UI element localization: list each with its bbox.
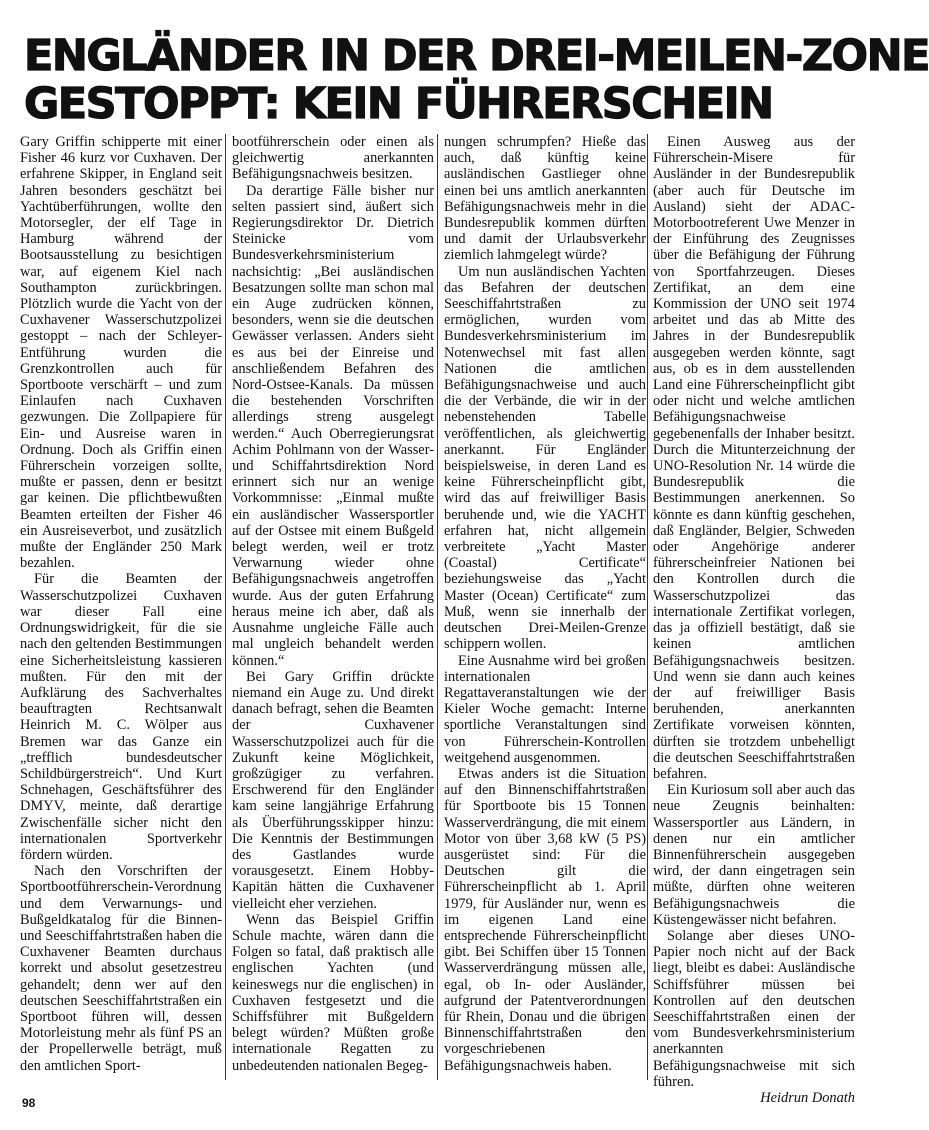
paragraph: Einen Ausweg aus der Führerschein-Misere für Ausländer in der Bundesrepublik (aber auch für Deutsche im Ausland) sieht der ADAC-Motorbootreferent Uwe Menzer in der Einführung des Zeugnisses über die Befähigung der Führung von Sportfahrzeugen. Dieses Zertifikat, an dem eine Kommission der UNO seit 1974 arbeitet und das ab Mitte des Jahres in der Bundesrepublik ausgegeben werden könnte, sagt aus, ob es in dem ausstellenden Land eine Führerscheinpflicht gibt oder nicht und welche amtlichen Befähigungsnachweise gegebenenfalls der Inhaber besitzt. Durch die Mitunterzeichnung der UNO-Resolution Nr. 14 würde die Bundesrepublik die Bestimmungen anerkennen. So könnte es dann künftig geschehen, daß Engländer, Belgier, Schweden oder Angehörige anderer führerscheinfreier Nationen bei den Kontrollen durch die Wasserschutzpolizei das internationale Zertifikat vorlegen, das ja offiziell bestätigt, daß sie keinen amtlichen Befähigungsnachweis besitzen. Und wenn sie dann auch keines der auf freiwilliger Basis beruhenden, anerkannten Zertifikate vorweisen könnten, dürften sie trotzdem unbehelligt die deutschen Seeschiffahrtstraßen befahren. bbox=[653, 134, 855, 782]
headline-line-1: ENGLÄNDER IN DER DREI-MEILEN-ZONE bbox=[24, 31, 929, 81]
paragraph: Nach den Vorschriften der Sportbootführerschein-Verordnung und dem Verwarnungs- und Bußgeldkatalog für die Binnen- und Seeschiffahrtstraßen haben die Cuxhavener Beamten durchaus korrekt und absolut gesetzestreu gehandelt; denn wer auf den deutschen Seeschiffahrtstraßen ein Sportboot führen will, dessen Motorleistung mehr als fünf PS an der Propellerwelle beträgt, muß den amtlichen Sport- bbox=[20, 863, 222, 1074]
paragraph: Um nun ausländischen Yachten das Befahren der deutschen Seeschiffahrtstraßen zu ermöglichen, wurden vom Bundesverkehrsministerium im Notenwechsel mit fast allen Nationen die amtlichen Befähigungsnachweise und auch die der Verbände, die wir in der nebenstehenden Tabelle veröffentlichen, als gleichwertig anerkannt. Für Engländer beispielsweise, in deren Land es keine Führerscheinpflicht gibt, wird das auf freiwilliger Basis beruhende und, wie die YACHT erfahren hat, nicht allgemein verbreitete „Yacht Master (Coastal) Certificate“ beziehungsweise das „Yacht Master (Ocean) Certificate“ zum Muß, wenn sie innerhalb der deutschen Drei-Meilen-Grenze schippern wollen. bbox=[444, 263, 646, 653]
column-3 bbox=[444, 134, 646, 1094]
paragraph: nungen schrumpfen? Hieße das auch, daß künftig keine ausländischen Gastlieger ohne einen bei uns amtlich anerkannten Befähigungsnachweis mehr in die Bundesrepublik kommen dürften und damit der Urlaubsverkehr ziemlich lahmgelegt würde? bbox=[444, 134, 646, 264]
paragraph: Solange aber dieses UNO-Papier noch nicht auf der Back liegt, bleibt es dabei: Ausländische Schiffsführer müssen bei Kontrollen auf den deutschen Seeschiffahrtstraßen einen der vom Bundesverkehrsministerium anerkannten Befähigungsnachweise mit sich führen. bbox=[653, 927, 855, 1090]
column-2 bbox=[232, 134, 434, 1094]
paragraph: Da derartige Fälle bisher nur selten passiert sind, äußert sich Regierungsdirektor Dr. Dietrich Steinicke vom Bundesverkehrsministerium nachsichtig: „Bei ausländischen Besatzungen sollte man schon mal ein Auge zudrücken können, besonders, wenn sie die deutschen Gewässer verlassen. Anders sieht es aus bei der Einreise und anschließendem Befahren des Nord-Ostsee-Kanals. Da müssen die bestehenden Vorschriften allerdings streng ausgelegt werden.“ Auch Oberregierungsrat Achim Pohlmann von der Wasser- und Schiffahrtsdirektion Nord erinnert sich nur an wenige Vorkommnisse: „Einmal mußte ein ausländischer Wassersportler auf der Ostsee mit einem Bußgeld belegt werden, weil er trotz Verwarnung wieder ohne Befähigungsnachweis angetroffen wurde. Aus der guten Erfahrung heraus meine ich aber, daß als Ausnahme ungleiche Fälle auch mal ungleich behandelt werden können.“ bbox=[232, 182, 434, 669]
paragraph: Etwas anders ist die Situation auf den Binnenschiffahrtstraßen für Sportboote bis 15 Tonnen Wasserverdrängung, die mit einem Motor von über 3,68 kW (5 PS) ausgerüstet sind: Für die Deutschen gilt die Führerscheinpflicht ab 1. April 1979, für Ausländer nur, wenn es im eigenen Land eine entsprechende Führerscheinpflicht gibt. Bei Schiffen über 15 Tonnen Wasserverdrängung müssen alle, egal, ob In- oder Ausländer, aufgrund der Patentverordnungen für Rhein, Donau und die übrigen Binnenschiffahrtstraßen den vorgeschriebenen Befähigungsnachweis haben. bbox=[444, 765, 646, 1074]
paragraph: Gary Griffin schipperte mit einer Fisher 46 kurz vor Cuxhaven. Der erfahrene Skipper, in England seit Jahren besonders geschätzt bei Yachtüberführungen, wollte den Motorsegler, der elf Tage in Hamburg während der Bootsausstellung zu besichtigen war, auf eigenem Kiel nach Southampton zurückbringen. Plötzlich wurde die Yacht von der Cuxhavener Wasserschutzpolizei gestoppt – nach der Schleyer-Entführung wurden die Grenzkontrollen auch für Sportboote verschärft – und zum Einlaufen nach Cuxhaven gezwungen. Die Zollpapiere für Ein- und Ausreise waren in Ordnung. Doch als Griffin einen Führerschein vorzeigen sollte, mußte er passen, denn er besitzt gar keinen. Die pflichtbewußten Beamten erteilten der Fisher 46 ein Ausreiseverbot, und zusätzlich mußte der Engländer 250 Mark bezahlen. bbox=[20, 134, 222, 572]
headline-line-2: GESTOPPT: KEIN FÜHRERSCHEIN bbox=[24, 79, 773, 129]
page-number: 98 bbox=[22, 1096, 36, 1110]
paragraph: Für die Beamten der Wasserschutzpolizei Cuxhaven war dieser Fall eine Ordnungswidrigkeit, für die sie nach den geltenden Bestimmungen eine Sicherheitsleistung kassieren mußten. Für den mit der Aufklärung des Sachverhaltes beauftragten Rechtsanwalt Heinrich M. C. Wölper aus Bremen war das Ganze ein „trefflich bundesdeutscher Schildbürgerstreich“. Und Kurt Schnehagen, Geschäftsführer des DMYV, meinte, daß derartige Zwischenfälle sicher nicht den internationalen Sportverkehr fördern würden. bbox=[20, 571, 222, 863]
paragraph: Ein Kuriosum soll aber auch das neue Zeugnis beinhalten: Wassersportler aus Ländern, in denen nur ein amtlicher Binnenführerschein ausgegeben wird, der dann eingetragen sein müßte, dürften ohne weiteren Befähigungsnachweis die Küstengewässer nicht befahren. bbox=[653, 782, 855, 928]
paragraph: bootführerschein oder einen als gleichwertig anerkannten Befähigungsnachweis besitzen. bbox=[232, 134, 434, 183]
paragraph: Eine Ausnahme wird bei großen internationalen Regattaveranstaltungen wie der Kieler Woche gemacht: Interne sportliche Veranstaltungen sind von Führerschein-Kontrollen weitgehend ausgenommen. bbox=[444, 652, 646, 766]
column-4 bbox=[653, 134, 855, 1106]
author-byline: Heidrun Donath bbox=[760, 1089, 855, 1106]
column-1 bbox=[20, 134, 222, 1094]
paragraph: Bei Gary Griffin drückte niemand ein Auge zu. Und direkt danach befragt, sehen die Beamten der Cuxhavener Wasserschutzpolizei auch für die Zukunft keine Möglichkeit, großzügiger zu verfahren. Erschwerend für den Engländer kam seine langjährige Erfahrung als Überführungsskipper hinzu: Die Kenntnis der Bestimmungen des Gastlandes wurde vorausgesetzt. Einem Hobby-Kapitän hätten die Cuxhavener vielleicht eher verziehen. bbox=[232, 668, 434, 912]
headline bbox=[24, 31, 929, 129]
paragraph: Wenn das Beispiel Griffin Schule machte, wären dann die Folgen so fatal, daß praktisch alle englischen Yachten (und keineswegs nur die englischen) in Cuxhaven festgesetzt und die Schiffsführer mit Bußgeldern belegt würden? Müßten große internationale Regatten zu unbedeutenden nationalen Begeg- bbox=[232, 911, 434, 1074]
